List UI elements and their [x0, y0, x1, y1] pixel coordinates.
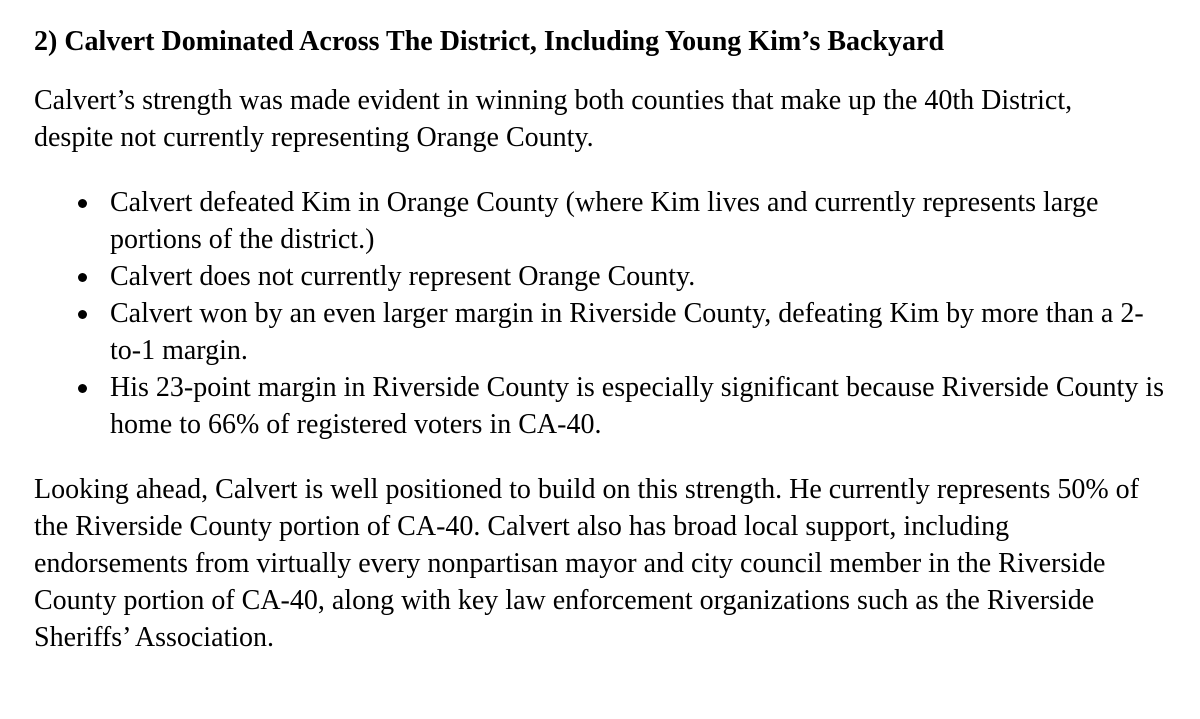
bullet-dot-icon — [78, 199, 87, 208]
bullet-text: Calvert defeated Kim in Orange County (where Kim lives and currently represents large portions of the district.) — [110, 187, 1099, 255]
section-heading: 2) Calvert Dominated Across The District, Including Young Kim’s Backyard — [34, 26, 945, 57]
bullet-item — [34, 258, 1170, 295]
bullet-item — [34, 184, 1170, 258]
bullet-item — [34, 369, 1170, 443]
bullet-text: Calvert won by an even larger margin in Riverside County, defeating Kim by more than a 2-to-1 margin. — [110, 298, 1144, 366]
bullet-list — [34, 184, 1170, 443]
intro-paragraph: Calvert’s strength was made evident in winning both counties that make up the 40th District, despite not currently representing Orange County. — [34, 85, 1073, 153]
bullet-dot-icon — [78, 384, 87, 393]
bullet-dot-icon — [78, 310, 87, 319]
bullet-text: Calvert does not currently represent Orange County. — [110, 261, 696, 292]
closing-paragraph: Looking ahead, Calvert is well positioned to build on this strength. He currently represents 50% of the Riverside County portion of CA-40. Calvert also has broad local support, including endorsements from virtually every nonpartisan mayor and city council member in the Riverside County portion of CA-40, along with key law enforcement organizations such as the Riverside Sheriffs’ Association. — [34, 474, 1139, 653]
bullet-item — [34, 295, 1170, 369]
bullet-text: His 23-point margin in Riverside County is especially significant because Riverside County is home to 66% of registered voters in CA-40. — [110, 372, 1164, 440]
bullet-dot-icon — [78, 273, 87, 282]
